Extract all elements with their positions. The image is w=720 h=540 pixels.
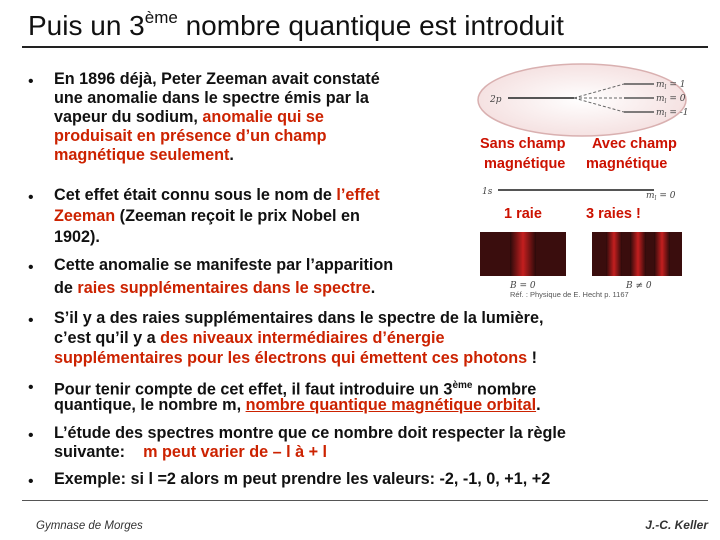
b3-line2-c: . [370,279,376,297]
bullet-marker: • [28,259,34,276]
b4-line3-b: ! [527,349,538,367]
b7-line1-c: =2 alors m peut prendre les valeurs: -2, -1, 0, +1, +2 [152,470,551,488]
slide-title [28,8,564,42]
bullet-marker: • [28,473,34,490]
spectrum-bne0-line-1 [606,232,622,276]
b-zero-label: B = 0 [510,281,536,291]
m-top-label: $m_l = 1$ [656,80,686,91]
b1-line3-a: vapeur du sodium, [54,108,203,126]
b4-line3-a: supplémentaires pour les électrons qui émettent ces photons [54,349,528,367]
b4-line1: S’il y a des raies supplémentaires dans le spectre de la lumière, [54,309,544,327]
bullet-marker: • [28,379,34,396]
zeeman-level-diagram [474,62,690,140]
level-1s-label: 1s [482,187,493,197]
b4-line3 [54,349,537,368]
title-after: nombre quantique est introduit [177,10,564,41]
b4-line2-b: des niveaux intermédiaires d’énergie [160,329,445,347]
b5-line2-c: . [536,396,541,414]
b1-line3 [54,108,324,127]
b6-line2-a: suivante: [54,443,144,461]
b1-line5 [54,146,234,165]
figure-reference: Réf. : Physique de E. Hecht p. 1167 [510,290,629,299]
b3-line2 [54,279,375,298]
b1-line3-b: anomalie qui se [202,108,324,126]
bullet-marker: • [28,312,34,329]
m-1s-label: $m_l = 0$ [646,191,676,200]
spectrum-b0-line [510,232,536,276]
b5-line1-a: Pour tenir compte de cet effet, il faut introduire un 3 [54,380,453,399]
spectrum-bne0-line-2 [630,232,646,276]
b1-line4: produisait en présence d’un champ [54,127,327,145]
spectra-illustration [480,230,686,292]
m-bottom-label: $m_l = -1$ [656,108,689,119]
title-underline [22,46,708,48]
diagram-glow-ellipse [478,64,686,136]
col2-heading-line2: magnétique [586,156,668,172]
b2-line1-a: Cet effet était connu sous le nom de [54,186,337,204]
footer-school: Gymnase de Morges [36,520,143,532]
m-mid-label: $m_l = 0$ [656,94,686,105]
b1-line1: En 1896 déjà, Peter Zeeman avait constaté [54,70,380,88]
b2-line1 [54,186,380,205]
b2-line2-a: Zeeman [54,207,116,225]
bullet-marker: • [28,189,34,206]
b-nonzero-label: B ≠ 0 [626,281,652,291]
b2-line2-b: (Zeeman reçoit le prix Nobel en [115,207,360,225]
b1-line5-a: magnétique seulement [54,146,230,164]
b4-line2 [54,329,444,348]
b5-line2-a: quantique, le nombre m, [54,396,246,414]
b2-line3: 1902). [54,228,100,246]
b2-line1-b: l’effet [336,186,380,204]
bullet-marker: • [28,427,34,444]
col1-heading-line1: Sans champ [480,136,566,152]
col2-heading-line1: Avec champ [592,136,677,152]
b6-line2-b: m peut varier de – l à + l [143,443,328,461]
b5-line2-b: nombre quantique magnétique orbital [245,396,537,414]
b5-line1-b: nombre [472,380,537,399]
b5-line2 [54,396,541,415]
b1-line2: une anomalie dans le spectre émis par la [54,89,369,107]
b1-line5-end: . [229,146,234,164]
title-sup: ème [144,8,178,27]
b2-line2 [54,207,360,226]
title-before: Puis un 3 [28,10,145,41]
b6-line1: L’étude des spectres montre que ce nombre doit respecter la règle [54,424,566,442]
spectrum-bne0-line-3 [654,232,670,276]
raie-3-label: 3 raies ! [586,206,641,222]
b3-line2-a: de [54,279,78,297]
b6-line2 [54,443,327,462]
b7-line1 [54,470,550,489]
b3-line1: Cette anomalie se manifeste par l’apparition [54,256,394,274]
b4-line2-a: c’est qu’il y a [54,329,161,347]
footer-author: J.-C. Keller [645,518,708,532]
footer-rule [22,500,708,501]
level-2p-label: 2p [490,95,502,105]
b7-line1-a: Exemple: si [54,470,149,488]
b7-line1-b: l [148,470,153,488]
bullet-marker: • [28,73,34,90]
b3-line2-b: raies supplémentaires dans le spectre [77,279,371,297]
level-1s-diagram [474,178,690,200]
col1-heading-line2: magnétique [484,156,566,172]
raie-1-label: 1 raie [504,206,542,222]
b5-line1-sup: ème [452,380,473,391]
